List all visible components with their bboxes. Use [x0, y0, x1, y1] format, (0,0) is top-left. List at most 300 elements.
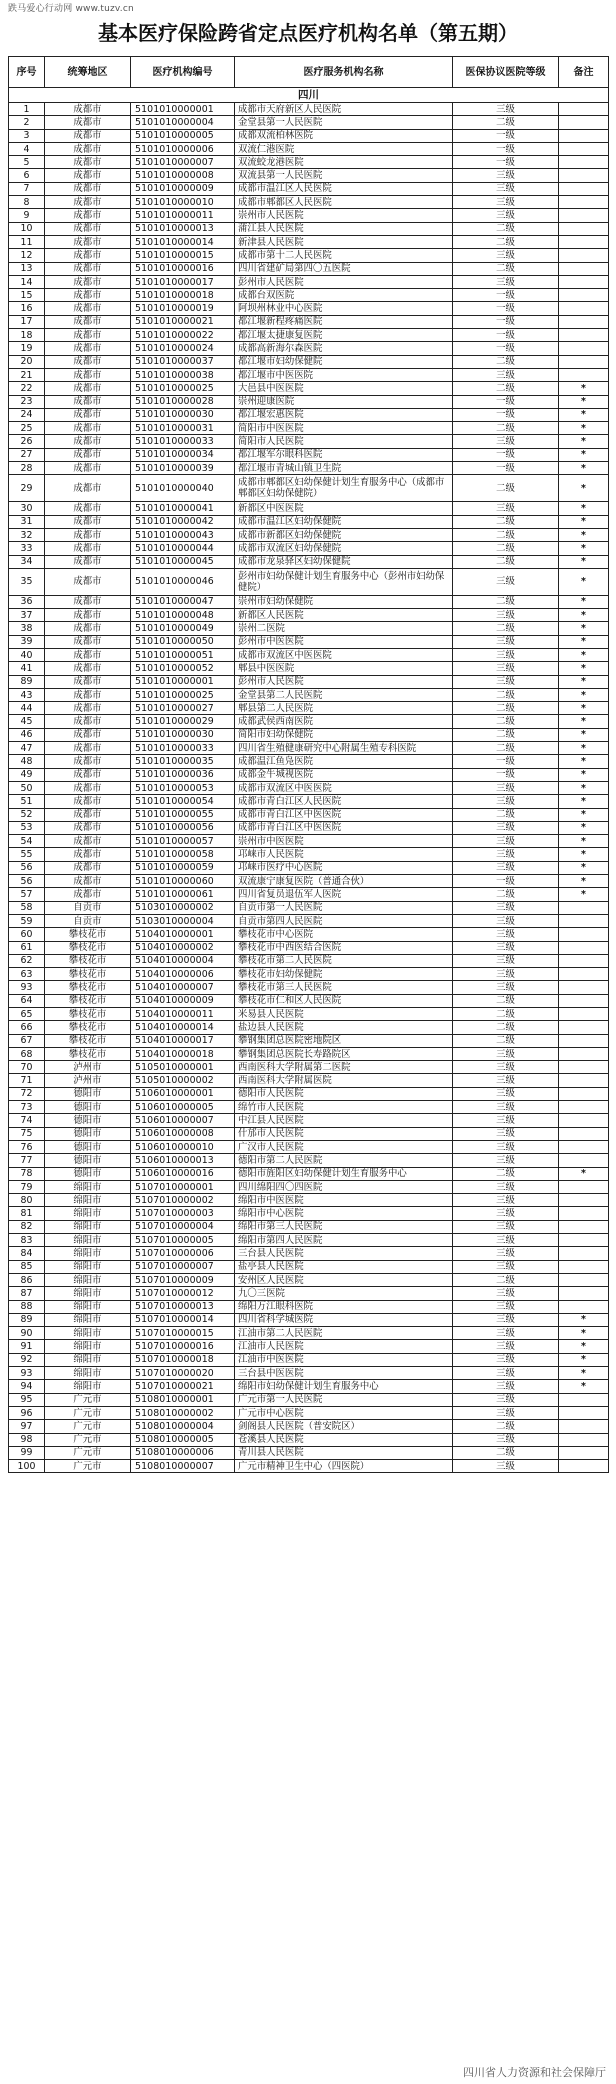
- row-code: 5101010000041: [131, 502, 235, 515]
- row-index: 56: [9, 875, 45, 888]
- row-name: 绵竹市人民医院: [235, 1101, 453, 1114]
- table-row: [9, 515, 609, 528]
- table-row: [9, 222, 609, 235]
- row-code: 5101010000025: [131, 688, 235, 701]
- row-name: 攀枝花市第三人民医院: [235, 981, 453, 994]
- row-name: 金堂县第一人民医院: [235, 116, 453, 129]
- row-level: 三级: [453, 182, 559, 195]
- row-level: 三级: [453, 103, 559, 116]
- row-index: 27: [9, 448, 45, 461]
- row-region: 德阳市: [45, 1167, 131, 1180]
- row-name: 成都双流柏林医院: [235, 129, 453, 142]
- row-index: 62: [9, 954, 45, 967]
- table-row: [9, 728, 609, 741]
- row-remark: *: [559, 542, 609, 555]
- table-row: [9, 156, 609, 169]
- row-region: 广元市: [45, 1420, 131, 1433]
- row-level: 一级: [453, 408, 559, 421]
- row-remark: [559, 169, 609, 182]
- row-level: 三级: [453, 1207, 559, 1220]
- row-level: 三级: [453, 1367, 559, 1380]
- row-code: 5101010000015: [131, 249, 235, 262]
- row-name: 三台县人民医院: [235, 1247, 453, 1260]
- row-index: 83: [9, 1234, 45, 1247]
- table-row: [9, 861, 609, 874]
- row-code: 5101010000051: [131, 648, 235, 661]
- row-remark: *: [559, 635, 609, 648]
- row-remark: *: [559, 662, 609, 675]
- row-code: 5101010000045: [131, 555, 235, 568]
- row-code: 5101010000001: [131, 103, 235, 116]
- row-name: 彭州市中医医院: [235, 635, 453, 648]
- row-level: 三级: [453, 1287, 559, 1300]
- table-row: [9, 1074, 609, 1087]
- row-index: 32: [9, 528, 45, 541]
- row-level: 三级: [453, 609, 559, 622]
- row-remark: [559, 1061, 609, 1074]
- table-row: [9, 1260, 609, 1273]
- row-level: 二级: [453, 1034, 559, 1047]
- row-index: 4: [9, 142, 45, 155]
- row-name: 绵阳市中医医院: [235, 1194, 453, 1207]
- table-row: [9, 462, 609, 475]
- row-remark: [559, 954, 609, 967]
- row-index: 92: [9, 1353, 45, 1366]
- row-level: 三级: [453, 635, 559, 648]
- row-level: 三级: [453, 648, 559, 661]
- row-name: 安州区人民医院: [235, 1273, 453, 1286]
- row-remark: *: [559, 1367, 609, 1380]
- row-remark: *: [559, 462, 609, 475]
- row-code: 5108010000004: [131, 1420, 235, 1433]
- row-region: 攀枝花市: [45, 941, 131, 954]
- row-remark: [559, 981, 609, 994]
- row-level: 三级: [453, 795, 559, 808]
- row-index: 5: [9, 156, 45, 169]
- row-code: 5101010000001: [131, 675, 235, 688]
- row-region: 成都市: [45, 568, 131, 595]
- row-region: 成都市: [45, 835, 131, 848]
- row-level: 三级: [453, 1340, 559, 1353]
- row-region: 成都市: [45, 182, 131, 195]
- row-index: 87: [9, 1287, 45, 1300]
- row-code: 5106010000010: [131, 1140, 235, 1153]
- row-code: 5108010000007: [131, 1460, 235, 1473]
- row-remark: [559, 994, 609, 1007]
- row-remark: *: [559, 848, 609, 861]
- row-level: 二级: [453, 1167, 559, 1180]
- row-level: 一级: [453, 315, 559, 328]
- row-region: 成都市: [45, 502, 131, 515]
- row-level: 三级: [453, 1393, 559, 1406]
- row-region: 绵阳市: [45, 1353, 131, 1366]
- table-row: [9, 1167, 609, 1180]
- row-level: 三级: [453, 169, 559, 182]
- header-name: 医疗服务机构名称: [235, 57, 453, 88]
- row-region: 绵阳市: [45, 1220, 131, 1233]
- row-index: 91: [9, 1340, 45, 1353]
- row-level: 三级: [453, 1154, 559, 1167]
- table-row: [9, 1008, 609, 1021]
- row-index: 54: [9, 835, 45, 848]
- row-index: 59: [9, 914, 45, 927]
- row-level: 二级: [453, 728, 559, 741]
- row-remark: [559, 315, 609, 328]
- row-remark: [559, 329, 609, 342]
- row-remark: *: [559, 515, 609, 528]
- row-remark: [559, 1260, 609, 1273]
- row-level: 三级: [453, 968, 559, 981]
- table-row: [9, 968, 609, 981]
- header-code: 医疗机构编号: [131, 57, 235, 88]
- row-code: 5106010000001: [131, 1087, 235, 1100]
- row-region: 广元市: [45, 1393, 131, 1406]
- row-level: 一级: [453, 129, 559, 142]
- row-name: 大邑县中医医院: [235, 382, 453, 395]
- table-row: [9, 329, 609, 342]
- row-code: 5101010000060: [131, 875, 235, 888]
- row-region: 成都市: [45, 142, 131, 155]
- source-site-label: 跌马爱心行动网 www.tuzv.cn: [8, 4, 134, 14]
- table-row: [9, 888, 609, 901]
- row-remark: [559, 941, 609, 954]
- row-name: 成都市郫都区妇幼保健计划生育服务中心（成都市郫都区妇幼保健院）: [235, 475, 453, 502]
- row-name: 盐边县人民医院: [235, 1021, 453, 1034]
- row-name: 彭州市人民医院: [235, 675, 453, 688]
- row-name: 都江堰市青城山镇卫生院: [235, 462, 453, 475]
- row-name: 崇州市中医医院: [235, 835, 453, 848]
- row-remark: *: [559, 1340, 609, 1353]
- row-code: 5101010000048: [131, 609, 235, 622]
- table-row: [9, 475, 609, 502]
- row-region: 成都市: [45, 355, 131, 368]
- row-region: 成都市: [45, 702, 131, 715]
- row-level: 三级: [453, 1234, 559, 1247]
- row-region: 成都市: [45, 129, 131, 142]
- table-row: [9, 435, 609, 448]
- row-index: 65: [9, 1008, 45, 1021]
- row-remark: [559, 1446, 609, 1459]
- row-level: 二级: [453, 422, 559, 435]
- row-code: 5106010000016: [131, 1167, 235, 1180]
- row-index: 38: [9, 622, 45, 635]
- table-row: [9, 1446, 609, 1459]
- row-index: 10: [9, 222, 45, 235]
- row-code: 5101010000034: [131, 448, 235, 461]
- row-level: 三级: [453, 1313, 559, 1326]
- row-code: 5107010000004: [131, 1220, 235, 1233]
- table-row: [9, 555, 609, 568]
- row-remark: [559, 1247, 609, 1260]
- row-index: 8: [9, 196, 45, 209]
- row-remark: *: [559, 435, 609, 448]
- row-name: 蒲江县人民医院: [235, 222, 453, 235]
- table-row: [9, 1154, 609, 1167]
- row-region: 成都市: [45, 222, 131, 235]
- table-row: [9, 169, 609, 182]
- row-region: 成都市: [45, 875, 131, 888]
- table-row: [9, 1327, 609, 1340]
- table-row: [9, 302, 609, 315]
- row-name: 攀钢集团总医院长寿路院区: [235, 1047, 453, 1060]
- row-remark: [559, 342, 609, 355]
- row-index: 22: [9, 382, 45, 395]
- row-remark: *: [559, 648, 609, 661]
- row-level: 三级: [453, 1353, 559, 1366]
- table-row: [9, 1393, 609, 1406]
- table-row: [9, 502, 609, 515]
- table-row: [9, 209, 609, 222]
- row-index: 81: [9, 1207, 45, 1220]
- row-index: 97: [9, 1420, 45, 1433]
- row-remark: [559, 1273, 609, 1286]
- row-code: 5101010000021: [131, 315, 235, 328]
- row-region: 成都市: [45, 249, 131, 262]
- row-region: 绵阳市: [45, 1234, 131, 1247]
- table-row: [9, 142, 609, 155]
- row-level: 二级: [453, 688, 559, 701]
- table-row: [9, 103, 609, 116]
- row-level: 二级: [453, 702, 559, 715]
- row-name: 成都市双流区妇幼保健院: [235, 542, 453, 555]
- row-region: 成都市: [45, 622, 131, 635]
- row-name: 九〇三医院: [235, 1287, 453, 1300]
- table-row: [9, 1287, 609, 1300]
- row-remark: [559, 222, 609, 235]
- row-index: 98: [9, 1433, 45, 1446]
- row-remark: [559, 156, 609, 169]
- row-level: 二级: [453, 742, 559, 755]
- row-region: 广元市: [45, 1446, 131, 1459]
- row-name: 崇州二医院: [235, 622, 453, 635]
- row-code: 5101010000007: [131, 156, 235, 169]
- row-name: 成都市青白江区中医医院: [235, 808, 453, 821]
- row-level: 三级: [453, 1140, 559, 1153]
- row-code: 5101010000058: [131, 848, 235, 861]
- row-name: 崇州迎康医院: [235, 395, 453, 408]
- row-index: 82: [9, 1220, 45, 1233]
- row-region: 攀枝花市: [45, 981, 131, 994]
- row-code: 5101010000053: [131, 781, 235, 794]
- row-remark: [559, 275, 609, 288]
- row-name: 绵阳市妇幼保健计划生育服务中心: [235, 1380, 453, 1393]
- row-code: 5101010000008: [131, 169, 235, 182]
- row-region: 绵阳市: [45, 1380, 131, 1393]
- row-region: 成都市: [45, 368, 131, 381]
- row-index: 56: [9, 861, 45, 874]
- row-remark: [559, 289, 609, 302]
- table-row: [9, 821, 609, 834]
- row-name: 成都市第十二人民医院: [235, 249, 453, 262]
- row-region: 成都市: [45, 103, 131, 116]
- row-index: 99: [9, 1446, 45, 1459]
- row-code: 5101010000013: [131, 222, 235, 235]
- table-row: [9, 688, 609, 701]
- row-code: 5101010000030: [131, 408, 235, 421]
- row-region: 成都市: [45, 648, 131, 661]
- table-row: [9, 1247, 609, 1260]
- row-name: 剑阁县人民医院（普安院区）: [235, 1420, 453, 1433]
- row-code: 5107010000001: [131, 1180, 235, 1193]
- row-name: 绵阳市第三人民医院: [235, 1220, 453, 1233]
- row-index: 3: [9, 129, 45, 142]
- row-name: 成都市青白江区中医医院: [235, 821, 453, 834]
- table-row: [9, 1101, 609, 1114]
- row-name: 中江县人民医院: [235, 1114, 453, 1127]
- row-code: 5103010000002: [131, 901, 235, 914]
- row-name: 双流仁港医院: [235, 142, 453, 155]
- row-name: 广元市精神卫生中心（四医院）: [235, 1460, 453, 1473]
- row-remark: [559, 1114, 609, 1127]
- row-index: 48: [9, 755, 45, 768]
- row-level: 二级: [453, 515, 559, 528]
- row-code: 5107010000006: [131, 1247, 235, 1260]
- row-name: 米易县人民医院: [235, 1008, 453, 1021]
- row-level: 三级: [453, 1087, 559, 1100]
- row-region: 成都市: [45, 635, 131, 648]
- top-bar: [0, 0, 616, 14]
- row-level: 三级: [453, 368, 559, 381]
- row-index: 17: [9, 315, 45, 328]
- table-row: [9, 289, 609, 302]
- row-remark: *: [559, 475, 609, 502]
- table-row: [9, 1180, 609, 1193]
- row-region: 成都市: [45, 808, 131, 821]
- row-remark: *: [559, 781, 609, 794]
- table-header-row: [9, 57, 609, 88]
- row-region: 绵阳市: [45, 1367, 131, 1380]
- row-name: 四川绵阳四〇四医院: [235, 1180, 453, 1193]
- table-row: [9, 795, 609, 808]
- row-name: 江油市人民医院: [235, 1340, 453, 1353]
- row-remark: *: [559, 821, 609, 834]
- row-region: 成都市: [45, 688, 131, 701]
- table-row: [9, 1273, 609, 1286]
- row-code: 5107010000009: [131, 1273, 235, 1286]
- row-code: 5101010000040: [131, 475, 235, 502]
- table-row: [9, 635, 609, 648]
- row-region: 成都市: [45, 662, 131, 675]
- row-index: 94: [9, 1380, 45, 1393]
- row-remark: *: [559, 742, 609, 755]
- row-region: 绵阳市: [45, 1207, 131, 1220]
- row-code: 5107010000015: [131, 1327, 235, 1340]
- row-index: 29: [9, 475, 45, 502]
- table-row: [9, 355, 609, 368]
- row-index: 35: [9, 568, 45, 595]
- row-level: 三级: [453, 1327, 559, 1340]
- row-index: 88: [9, 1300, 45, 1313]
- row-name: 简阳市中医医院: [235, 422, 453, 435]
- row-remark: *: [559, 568, 609, 595]
- row-index: 79: [9, 1180, 45, 1193]
- row-remark: *: [559, 755, 609, 768]
- row-remark: [559, 1393, 609, 1406]
- table-row: [9, 1047, 609, 1060]
- row-level: 三级: [453, 1260, 559, 1273]
- table-row: [9, 342, 609, 355]
- table-row: [9, 675, 609, 688]
- row-level: 二级: [453, 528, 559, 541]
- row-code: 5101010000018: [131, 289, 235, 302]
- row-remark: [559, 928, 609, 941]
- row-code: 5101010000055: [131, 808, 235, 821]
- row-region: 成都市: [45, 275, 131, 288]
- row-region: 成都市: [45, 289, 131, 302]
- row-remark: [559, 142, 609, 155]
- row-name: 苍溪县人民医院: [235, 1433, 453, 1446]
- row-region: 成都市: [45, 315, 131, 328]
- row-code: 5106010000013: [131, 1154, 235, 1167]
- row-level: 二级: [453, 622, 559, 635]
- row-index: 61: [9, 941, 45, 954]
- row-index: 58: [9, 901, 45, 914]
- row-index: 40: [9, 648, 45, 661]
- row-code: 5101010000033: [131, 435, 235, 448]
- row-remark: *: [559, 702, 609, 715]
- row-name: 攀枝花市中心医院: [235, 928, 453, 941]
- row-name: 成都市天府新区人民医院: [235, 103, 453, 116]
- row-code: 5101010000025: [131, 382, 235, 395]
- row-level: 三级: [453, 1061, 559, 1074]
- row-level: 一级: [453, 302, 559, 315]
- row-region: 成都市: [45, 435, 131, 448]
- row-region: 攀枝花市: [45, 968, 131, 981]
- row-level: 三级: [453, 275, 559, 288]
- row-index: 37: [9, 609, 45, 622]
- row-region: 绵阳市: [45, 1313, 131, 1326]
- row-index: 20: [9, 355, 45, 368]
- row-code: 5101010000046: [131, 568, 235, 595]
- row-name: 成都市青白江区人民医院: [235, 795, 453, 808]
- row-name: 简阳市妇幼保健院: [235, 728, 453, 741]
- row-remark: [559, 196, 609, 209]
- row-code: 5101010000022: [131, 329, 235, 342]
- row-code: 5101010000057: [131, 835, 235, 848]
- row-region: 攀枝花市: [45, 928, 131, 941]
- row-remark: [559, 1406, 609, 1419]
- row-index: 93: [9, 1367, 45, 1380]
- row-code: 5101010000038: [131, 368, 235, 381]
- row-remark: *: [559, 382, 609, 395]
- row-name: 都江堰军尔眼科医院: [235, 448, 453, 461]
- row-name: 简阳市人民医院: [235, 435, 453, 448]
- row-region: 广元市: [45, 1406, 131, 1419]
- row-name: 成都市郫都区人民医院: [235, 196, 453, 209]
- row-code: 5104010000004: [131, 954, 235, 967]
- table-row: [9, 1207, 609, 1220]
- row-level: 二级: [453, 1021, 559, 1034]
- row-code: 5101010000059: [131, 861, 235, 874]
- row-region: 德阳市: [45, 1101, 131, 1114]
- row-remark: [559, 1047, 609, 1060]
- table-row: [9, 662, 609, 675]
- row-code: 5107010000021: [131, 1380, 235, 1393]
- row-remark: [559, 116, 609, 129]
- row-remark: *: [559, 715, 609, 728]
- row-remark: *: [559, 1327, 609, 1340]
- row-remark: *: [559, 502, 609, 515]
- row-code: 5104010000018: [131, 1047, 235, 1060]
- row-region: 成都市: [45, 755, 131, 768]
- row-region: 绵阳市: [45, 1327, 131, 1340]
- row-region: 成都市: [45, 675, 131, 688]
- row-region: 成都市: [45, 595, 131, 608]
- row-name: 新都区中医医院: [235, 502, 453, 515]
- watermark-text: 四川省人力资源和社会保障厅: [463, 2066, 606, 2079]
- row-code: 5107010000018: [131, 1353, 235, 1366]
- row-name: 郫县第二人民医院: [235, 702, 453, 715]
